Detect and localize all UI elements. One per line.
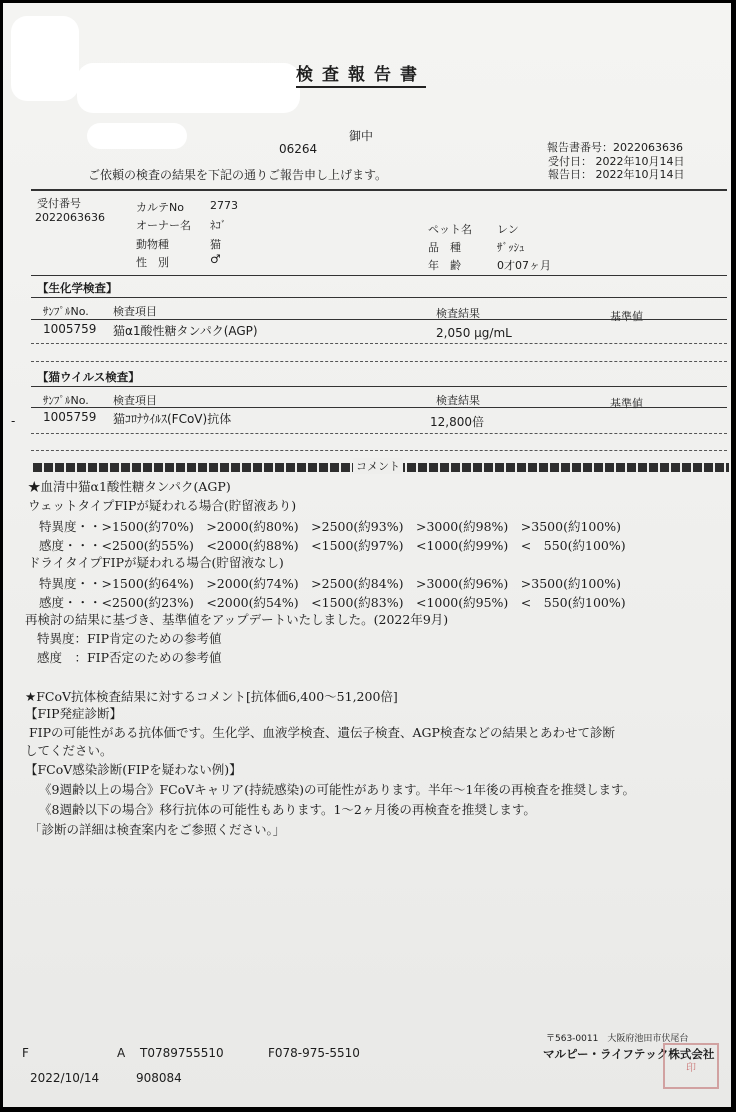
virus-sample-no: 1005759 [43,410,97,424]
virus-col-rule [31,407,727,408]
fax-page-number: 908084 [136,1071,182,1085]
report-paper [3,3,731,1107]
header-rule [31,189,727,191]
fax-number: F078-975-5510 [268,1046,360,1060]
wet-heading: ウェットタイプFIPが疑われる場合(貯留液あり) [28,498,297,513]
virus-dash-2 [31,450,727,451]
breed-value: ｻﾞｯｼｭ [497,241,525,254]
biochem-col-item: 検査項目 [113,305,157,318]
fip-onset-heading: 【FIP発症診断】 [25,706,123,721]
karte-label: カルテNo [136,201,184,214]
redaction-blot-2 [77,63,300,113]
specificity-definition: 特異度：FIP肯定のための参考値 [37,631,222,646]
wet-specificity: 特異度・・>1500(約70%) >2000(約80%) >2500(約93%) >3000(約98%) >3500(約100%) [39,519,622,534]
owner-label: オーナー名 [136,219,191,232]
fax-header-f: F [22,1046,29,1060]
fcov-infection-heading: 【FCoV感染診断(FIPを疑わない例)】 [25,762,242,777]
biochem-result: 2,050 μg/mL [436,326,512,340]
receipt-label: 受付番号 [37,197,81,210]
comment-band-label: コメント [353,458,403,474]
biochem-dash-1 [31,343,727,344]
received-date: 受付日： 2022年10月14日 [548,155,685,168]
biochem-header-rule [31,297,727,298]
report-date: 報告日： 2022年10月14日 [548,168,685,181]
biochem-item: 猫α1酸性糖タンパク(AGP) [113,324,258,338]
dry-sensitivity: 感度・・・<2500(約23%) <2000(約54%) <1500(約83%) <1000(約95%) < 550(約100%) [39,595,626,610]
virus-section-title: 【猫ウイルス検査】 [37,370,140,384]
biochem-col-rule [31,319,727,320]
age-label: 年 齢 [428,259,461,272]
biochem-section-title: 【生化学検査】 [37,281,118,295]
breed-label: 品 種 [428,241,461,254]
update-note: 再検討の結果に基づき、基準値をアップデートいたしました。(2022年9月) [25,612,449,627]
sensitivity-definition: 感度 ：FIP否定のための参考値 [37,650,222,665]
pet-label: ペット名 [428,223,472,236]
biochem-col-sample: ｻﾝﾌﾟﾙNo. [43,305,89,318]
virus-dash-1 [31,433,727,434]
report-title: 検査報告書 [296,60,426,88]
species-value: 猫 [210,238,221,251]
fax-tel: T0789755510 [140,1046,224,1060]
wet-sensitivity: 感度・・・<2500(約55%) <2000(約88%) <1500(約97%) <1000(約99%) < 550(約100%) [39,538,626,553]
dry-specificity: 特異度・・>1500(約64%) >2000(約74%) >2500(約84%) >3000(約96%) >3500(約100%) [39,576,622,591]
report-number: 報告書番号：2022063636 [547,141,683,154]
infection-line-1: 《9週齢以上の場合》FCoVキャリア(持続感染)の可能性があります。半年～1年後の再検査を推奨します。 [39,782,635,797]
biochem-col-ref: 基準値 [610,310,643,323]
sex-value: ♂ [210,252,221,266]
margin-mark: - [11,414,16,428]
karte-number: 2773 [210,199,238,212]
fax-date: 2022/10/14 [30,1071,100,1085]
species-label: 動物種 [136,238,169,251]
owner-name: ﾈｺﾞ [210,219,227,232]
company-postal: 〒563-0011 大阪府池田市伏尾台 [546,1034,689,1044]
infection-line-2: 《8週齢以下の場合》移行抗体の可能性もあります。1～2ヶ月後の再検査を推奨します。 [39,802,536,817]
company-seal-stamp: 印 [663,1043,719,1089]
clinic-code: 06264 [279,142,318,156]
pet-name: レン [497,223,519,236]
fip-line-2: してください。 [25,743,113,758]
intro-text: ご依頼の検査の結果を下記の通りご報告申し上げます。 [88,168,388,182]
virus-item: 猫ｺﾛﾅｳｲﾙｽ(FCoV)抗体 [113,412,232,426]
sex-label: 性 別 [136,256,169,269]
detail-note: 「診断の詳細は検査案内をご参照ください。」 [29,822,286,837]
addressee-suffix: 御中 [349,129,374,143]
fax-header-a: A [117,1046,126,1060]
fcov-heading: ★FCoV抗体検査結果に対するコメント[抗体価6,400～51,200倍] [25,689,398,704]
virus-col-ref: 基準値 [610,397,643,410]
virus-col-result: 検査結果 [436,394,480,407]
biochem-sample-no: 1005759 [43,322,97,336]
biochem-top-rule [31,275,727,276]
virus-col-item: 検査項目 [113,394,157,407]
company-name: マルピー・ライフテック株式会社 [543,1047,715,1061]
age-value: 0才07ヶ月 [497,259,551,272]
biochem-dash-2 [31,361,727,362]
virus-header-rule [31,386,727,387]
biochem-col-result: 検査結果 [436,307,480,320]
virus-col-sample: ｻﾝﾌﾟﾙNo. [43,394,89,407]
receipt-number: 2022063636 [35,211,105,224]
redaction-blot-3 [87,123,187,149]
agp-heading: ★血清中猫α1酸性糖タンパク(AGP) [28,479,231,494]
fip-line-1: FIPの可能性がある抗体価です。生化学、血液学検査、遺伝子検査、AGP検査などの結果とあわせて診断 [29,725,615,740]
redaction-blot-1 [11,16,79,101]
dry-heading: ドライタイプFIPが疑われる場合(貯留液なし) [28,555,284,570]
virus-result: 12,800倍 [430,415,484,429]
